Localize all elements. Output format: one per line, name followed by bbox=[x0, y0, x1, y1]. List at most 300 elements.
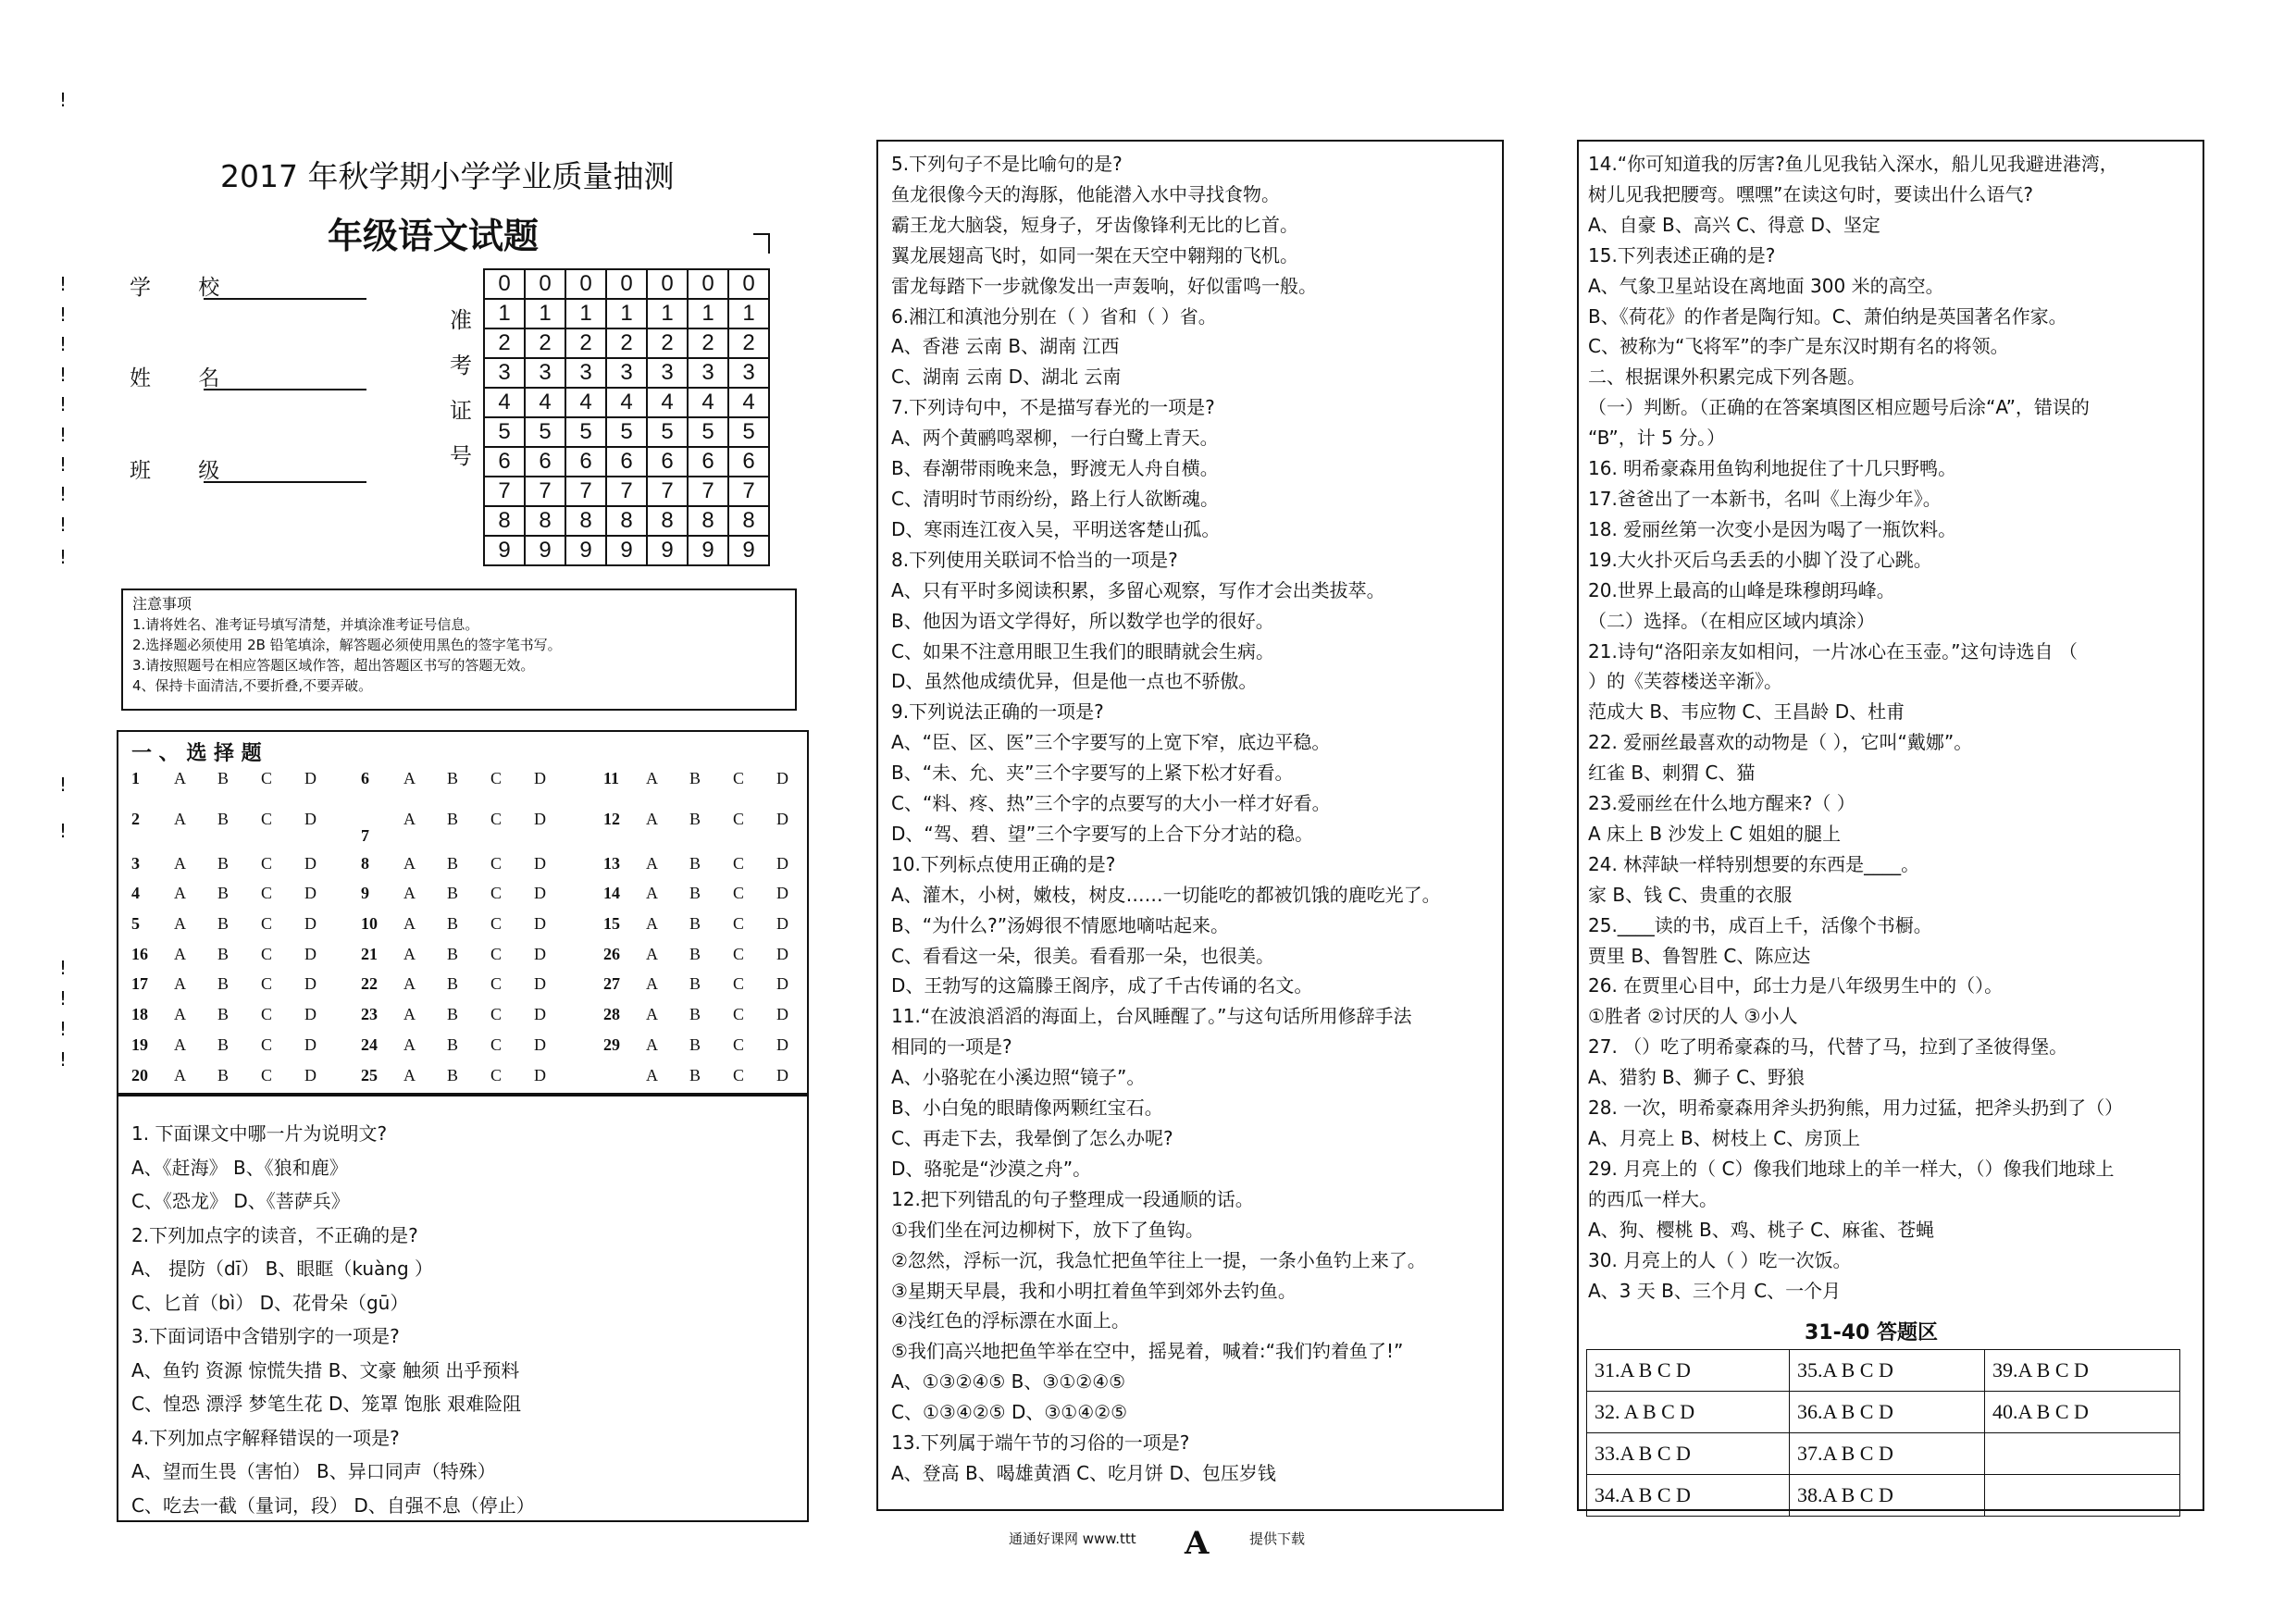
choice-option-b[interactable]: B bbox=[217, 945, 230, 963]
question-line: ①我们坐在河边柳树下，放下了鱼钩。 bbox=[891, 1218, 1204, 1241]
choice-option-c[interactable]: C bbox=[261, 974, 273, 993]
choice-option-d[interactable]: D bbox=[304, 884, 316, 902]
margin-mark: ! bbox=[59, 1048, 68, 1071]
question-line: C、匕首（bì） D、花骨朵（gū） bbox=[131, 1291, 409, 1314]
exam-digit-cell[interactable]: 6 bbox=[647, 447, 688, 477]
exam-digit-cell[interactable]: 9 bbox=[606, 536, 647, 565]
exam-digit-cell[interactable]: 5 bbox=[728, 417, 769, 447]
question-line: 10.下列标点使用正确的是? bbox=[891, 852, 1116, 875]
question-line: B、“未、允、夹”三个字要写的上紧下松才好看。 bbox=[891, 762, 1294, 785]
exam-digit-cell[interactable]: 0 bbox=[728, 269, 769, 299]
choice-question-number: 1 bbox=[131, 769, 140, 787]
choice-option-a[interactable]: A bbox=[403, 769, 416, 787]
choice-question-number: 13 bbox=[603, 854, 620, 873]
choice-question-number: 2 bbox=[131, 810, 140, 828]
choice-option-c[interactable]: C bbox=[490, 854, 503, 873]
exam-digit-cell[interactable]: 3 bbox=[565, 358, 606, 388]
choice-option-c[interactable]: C bbox=[733, 974, 745, 993]
choice-option-c[interactable]: C bbox=[733, 810, 745, 828]
question-line: （二）选择。（在相应区域内填涂） bbox=[1588, 609, 1875, 632]
exam-digit-cell[interactable]: 6 bbox=[606, 447, 647, 477]
choice-option-a[interactable]: A bbox=[174, 914, 186, 933]
question-line: ②忽然，浮标一沉，我急忙把鱼竿往上一提，一条小鱼钓上来了。 bbox=[891, 1248, 1426, 1271]
choice-question-number: 14 bbox=[603, 884, 620, 902]
question-line: 24. 林萍缺一样特别想要的东西是____。 bbox=[1588, 852, 1920, 875]
choice-option-d[interactable]: D bbox=[776, 914, 788, 933]
choice-option-a[interactable]: A bbox=[646, 884, 658, 902]
question-line: 霸王龙大脑袋，短身子，牙齿像锋利无比的匕首。 bbox=[891, 213, 1298, 236]
notice-item: 3.请按照题号在相应答题区域作答，超出答题区书写的答题无效。 bbox=[132, 657, 535, 674]
questions-box-middle bbox=[876, 140, 1504, 1511]
choice-question-number: 17 bbox=[131, 974, 148, 993]
choice-option-a[interactable]: A bbox=[403, 945, 416, 963]
exam-digit-cell[interactable]: 7 bbox=[728, 477, 769, 506]
exam-digit-cell[interactable]: 9 bbox=[728, 536, 769, 565]
questions-column-2 bbox=[891, 149, 1441, 1489]
answer-area-cell[interactable]: 40.A B C D bbox=[1984, 1392, 2179, 1433]
choice-option-b[interactable]: B bbox=[217, 1035, 230, 1054]
exam-digit-cell[interactable]: 7 bbox=[688, 477, 728, 506]
school-field[interactable] bbox=[204, 298, 366, 300]
margin-mark: ! bbox=[59, 957, 68, 979]
exam-digit-cell[interactable]: 0 bbox=[525, 269, 565, 299]
choice-option-b[interactable]: B bbox=[689, 1005, 701, 1023]
answer-area-cell[interactable]: 33.A B C D bbox=[1587, 1433, 1790, 1475]
choice-option-d[interactable]: D bbox=[534, 810, 546, 828]
choice-option-d[interactable]: D bbox=[534, 1035, 546, 1054]
choice-question-number: 28 bbox=[603, 1005, 620, 1023]
question-line: 相同的一项是? bbox=[891, 1035, 1012, 1059]
answer-area-cell[interactable]: 31.A B C D bbox=[1587, 1350, 1790, 1392]
exam-digit-cell[interactable]: 4 bbox=[484, 388, 525, 417]
choice-option-d[interactable]: D bbox=[304, 769, 316, 787]
question-line: B、小白兔的眼睛像两颗红宝石。 bbox=[891, 1096, 1163, 1120]
exam-digit-cell[interactable]: 6 bbox=[565, 447, 606, 477]
exam-number-label: 号 bbox=[450, 443, 472, 469]
exam-digit-cell[interactable]: 3 bbox=[606, 358, 647, 388]
choice-answer-box bbox=[117, 730, 809, 1095]
margin-mark: ! bbox=[59, 483, 68, 505]
exam-digit-cell[interactable]: 5 bbox=[606, 417, 647, 447]
question-line: D、王勃写的这篇滕王阁序，成了千古传诵的名文。 bbox=[891, 974, 1313, 997]
choice-question-number: 24 bbox=[361, 1035, 378, 1054]
question-line: C、《恐龙》 D、《菩萨兵》 bbox=[131, 1190, 350, 1212]
exam-digit-cell[interactable]: 2 bbox=[688, 328, 728, 358]
choice-option-b[interactable]: B bbox=[689, 810, 701, 828]
choice-option-c[interactable]: C bbox=[733, 769, 745, 787]
choice-option-b[interactable]: B bbox=[689, 854, 701, 873]
choice-option-d[interactable]: D bbox=[534, 974, 546, 993]
question-line: B、春潮带雨晚来急，野渡无人舟自横。 bbox=[891, 457, 1219, 480]
choice-option-a[interactable]: A bbox=[174, 810, 186, 828]
exam-digit-cell[interactable]: 8 bbox=[606, 506, 647, 536]
choice-option-c[interactable]: C bbox=[261, 1035, 273, 1054]
question-line: A、“臣、区、医”三个字要写的上宽下窄，底边平稳。 bbox=[891, 731, 1331, 754]
choice-option-d[interactable]: D bbox=[776, 769, 788, 787]
choice-question-number: 26 bbox=[603, 945, 620, 963]
notice-item: 1.请将姓名、准考证号填写清楚，并填涂准考证号信息。 bbox=[132, 616, 479, 633]
exam-digit-cell[interactable]: 1 bbox=[484, 299, 525, 328]
exam-digit-cell[interactable]: 8 bbox=[688, 506, 728, 536]
question-line: C、惶恐 漂浮 梦笔生花 D、笼罩 饱胀 艰难险阻 bbox=[131, 1393, 522, 1415]
exam-digit-cell[interactable]: 0 bbox=[688, 269, 728, 299]
choice-option-a[interactable]: A bbox=[646, 1005, 658, 1023]
choice-option-b[interactable]: B bbox=[217, 854, 230, 873]
question-line: C、看看这一朵，很美。看看那一朵，也很美。 bbox=[891, 944, 1274, 967]
exam-digit-cell[interactable]: 4 bbox=[606, 388, 647, 417]
exam-digit-cell[interactable]: 3 bbox=[688, 358, 728, 388]
margin-mark: ! bbox=[59, 546, 68, 568]
exam-digit-cell[interactable]: 1 bbox=[688, 299, 728, 328]
choice-option-b[interactable]: B bbox=[217, 974, 230, 993]
choice-option-c[interactable]: C bbox=[490, 1066, 503, 1084]
choice-option-a[interactable]: A bbox=[174, 1005, 186, 1023]
exam-digit-cell[interactable]: 8 bbox=[565, 506, 606, 536]
choice-question-number: 12 bbox=[603, 810, 620, 828]
exam-digit-cell[interactable]: 5 bbox=[647, 417, 688, 447]
choice-option-a[interactable]: A bbox=[174, 884, 186, 902]
question-line: 13.下列属于端午节的习俗的一项是? bbox=[891, 1431, 1190, 1455]
margin-mark: ! bbox=[59, 1018, 68, 1040]
exam-subtitle: 年级语文试题 bbox=[328, 216, 540, 256]
answer-area-cell[interactable]: 38.A B C D bbox=[1789, 1475, 1984, 1517]
choice-option-c[interactable]: C bbox=[490, 769, 503, 787]
choice-option-c[interactable]: C bbox=[490, 810, 503, 828]
question-line: C、“料、疼、热”三个字的点要写的大小一样才好看。 bbox=[891, 792, 1331, 815]
choice-option-d[interactable]: D bbox=[776, 1066, 788, 1084]
exam-digit-cell[interactable]: 2 bbox=[565, 328, 606, 358]
exam-number-grid[interactable] bbox=[483, 268, 770, 566]
choice-option-a[interactable]: A bbox=[403, 914, 416, 933]
name-field[interactable] bbox=[204, 389, 366, 390]
exam-title: 2017 年秋学期小学学业质量抽测 bbox=[220, 158, 675, 194]
question-line: A、望而生畏（害怕） B、异口同声（特殊） bbox=[131, 1460, 496, 1482]
exam-digit-cell[interactable]: 4 bbox=[647, 388, 688, 417]
choice-option-b[interactable]: B bbox=[447, 945, 459, 963]
choice-option-a[interactable]: A bbox=[174, 945, 186, 963]
choice-option-a[interactable]: A bbox=[646, 914, 658, 933]
choice-option-a[interactable]: A bbox=[646, 945, 658, 963]
margin-mark: ! bbox=[59, 987, 68, 1010]
exam-digit-cell[interactable]: 9 bbox=[525, 536, 565, 565]
choice-option-a[interactable]: A bbox=[646, 1035, 658, 1054]
exam-digit-cell[interactable]: 8 bbox=[484, 506, 525, 536]
choice-option-b[interactable]: B bbox=[447, 914, 459, 933]
answer-area-cell[interactable]: 35.A B C D bbox=[1789, 1350, 1984, 1392]
question-line: 25.____读的书，成百上千，活像个书橱。 bbox=[1588, 913, 1932, 936]
choice-option-c[interactable]: C bbox=[490, 1005, 503, 1023]
choice-option-b[interactable]: B bbox=[217, 810, 230, 828]
choice-option-b[interactable]: B bbox=[447, 884, 459, 902]
choice-option-a[interactable]: A bbox=[403, 854, 416, 873]
question-line: 17.爸爸出了一本新书，名叫《上海少年》。 bbox=[1588, 487, 1942, 510]
exam-digit-cell[interactable]: 7 bbox=[525, 477, 565, 506]
choice-option-d[interactable]: D bbox=[776, 974, 788, 993]
choice-option-d[interactable]: D bbox=[534, 1066, 546, 1084]
choice-option-d[interactable]: D bbox=[304, 1066, 316, 1084]
question-line: C、再走下去，我晕倒了怎么办呢? bbox=[891, 1127, 1173, 1149]
choice-option-b[interactable]: B bbox=[447, 1066, 459, 1084]
choice-option-b[interactable]: B bbox=[217, 884, 230, 902]
choice-option-b[interactable]: B bbox=[689, 884, 701, 902]
choice-option-c[interactable]: C bbox=[261, 854, 273, 873]
choice-option-d[interactable]: D bbox=[776, 810, 788, 828]
exam-digit-cell[interactable]: 8 bbox=[647, 506, 688, 536]
exam-digit-cell[interactable]: 5 bbox=[525, 417, 565, 447]
exam-digit-cell[interactable]: 6 bbox=[484, 447, 525, 477]
exam-digit-cell[interactable]: 1 bbox=[525, 299, 565, 328]
choice-option-d[interactable]: D bbox=[304, 1005, 316, 1023]
answer-area-cell[interactable] bbox=[1984, 1433, 2179, 1475]
choice-option-d[interactable]: D bbox=[776, 884, 788, 902]
choice-option-b[interactable]: B bbox=[447, 974, 459, 993]
choice-option-b[interactable]: B bbox=[447, 854, 459, 873]
choice-option-a[interactable]: A bbox=[403, 1066, 416, 1084]
choice-option-c[interactable]: C bbox=[261, 945, 273, 963]
choice-option-c[interactable]: C bbox=[733, 914, 745, 933]
choice-option-c[interactable]: C bbox=[261, 1005, 273, 1023]
choice-question-number: 4 bbox=[131, 884, 140, 902]
question-line: 二、根据课外积累完成下列各题。 bbox=[1588, 365, 1866, 389]
choice-question-number: 20 bbox=[131, 1066, 148, 1084]
choice-option-a[interactable]: A bbox=[403, 1005, 416, 1023]
exam-digit-cell[interactable]: 1 bbox=[606, 299, 647, 328]
choice-option-d[interactable]: D bbox=[534, 914, 546, 933]
question-line: A、《赶海》 B、《狼和鹿》 bbox=[131, 1156, 348, 1179]
question-line: A、狗、樱桃 B、鸡、桃子 C、麻雀、苍蝇 bbox=[1588, 1218, 1935, 1241]
exam-digit-cell[interactable]: 0 bbox=[606, 269, 647, 299]
exam-digit-cell[interactable]: 4 bbox=[728, 388, 769, 417]
choice-question-number: 11 bbox=[603, 769, 620, 787]
choice-option-b[interactable]: B bbox=[689, 945, 701, 963]
exam-digit-cell[interactable]: 2 bbox=[525, 328, 565, 358]
choice-option-c[interactable]: C bbox=[733, 854, 745, 873]
choice-option-d[interactable]: D bbox=[304, 1035, 316, 1054]
exam-number-label: 考 bbox=[450, 353, 472, 378]
choice-option-c[interactable]: C bbox=[490, 914, 503, 933]
margin-mark: ! bbox=[59, 304, 68, 326]
choice-option-d[interactable]: D bbox=[776, 854, 788, 873]
question-line: A、气象卫星站设在离地面 300 米的高空。 bbox=[1588, 274, 1944, 297]
choice-option-b[interactable]: B bbox=[689, 974, 701, 993]
answer-area-cell[interactable]: 37.A B C D bbox=[1789, 1433, 1984, 1475]
answer-area-cell[interactable]: 32. A B C D bbox=[1587, 1392, 1790, 1433]
exam-digit-cell[interactable]: 7 bbox=[484, 477, 525, 506]
choice-option-b[interactable]: B bbox=[217, 914, 230, 933]
class-field[interactable] bbox=[204, 481, 366, 483]
question-line: 20.世界上最高的山峰是珠穆朗玛峰。 bbox=[1588, 578, 1895, 601]
choice-option-d[interactable]: D bbox=[304, 854, 316, 873]
choice-option-c[interactable]: C bbox=[490, 945, 503, 963]
choice-option-d[interactable]: D bbox=[534, 769, 546, 787]
choice-option-b[interactable]: B bbox=[447, 810, 459, 828]
exam-digit-cell[interactable]: 3 bbox=[484, 358, 525, 388]
choice-option-a[interactable]: A bbox=[403, 884, 416, 902]
choice-option-c[interactable]: C bbox=[261, 1066, 273, 1084]
notice-box bbox=[121, 588, 797, 711]
choice-option-c[interactable]: C bbox=[490, 884, 503, 902]
choice-option-a[interactable]: A bbox=[646, 1066, 658, 1084]
question-line: ）的《芙蓉楼送辛渐》。 bbox=[1588, 670, 1782, 693]
exam-digit-cell[interactable]: 7 bbox=[606, 477, 647, 506]
question-line: 贾里 B、鲁智胜 C、陈应达 bbox=[1588, 944, 1811, 967]
exam-digit-cell[interactable]: 9 bbox=[484, 536, 525, 565]
school-label: 学 校 bbox=[130, 276, 241, 300]
exam-digit-cell[interactable]: 9 bbox=[688, 536, 728, 565]
choice-option-c[interactable]: C bbox=[261, 810, 273, 828]
answer-area-grid[interactable] bbox=[1586, 1349, 2180, 1517]
answer-area-cell[interactable]: 39.A B C D bbox=[1984, 1350, 2179, 1392]
question-line: 的西瓜一样大。 bbox=[1588, 1187, 1718, 1210]
choice-option-c[interactable]: C bbox=[261, 914, 273, 933]
choice-option-b[interactable]: B bbox=[689, 1035, 701, 1054]
exam-digit-cell[interactable]: 6 bbox=[728, 447, 769, 477]
question-line: 28. 一次，明希豪森用斧头扔狗熊，用力过猛，把斧头扔到了（） bbox=[1588, 1096, 2124, 1120]
choice-option-b[interactable]: B bbox=[689, 914, 701, 933]
choice-option-b[interactable]: B bbox=[447, 1035, 459, 1054]
choice-option-d[interactable]: D bbox=[534, 854, 546, 873]
choice-option-a[interactable]: A bbox=[174, 1066, 186, 1084]
choice-option-d[interactable]: D bbox=[304, 974, 316, 993]
question-line: 16. 明希豪森用鱼钩利地捉住了十几只野鸭。 bbox=[1588, 457, 1957, 480]
exam-digit-cell[interactable]: 4 bbox=[525, 388, 565, 417]
exam-digit-cell[interactable]: 2 bbox=[647, 328, 688, 358]
exam-digit-cell[interactable]: 1 bbox=[647, 299, 688, 328]
choice-option-d[interactable]: D bbox=[534, 884, 546, 902]
question-line: 26. 在贾里心目中，邱士力是八年级男生中的（）。 bbox=[1588, 974, 2004, 997]
choice-option-b[interactable]: B bbox=[217, 1066, 230, 1084]
choice-option-c[interactable]: C bbox=[733, 1035, 745, 1054]
question-line: A、月亮上 B、树枝上 C、房顶上 bbox=[1588, 1127, 1861, 1149]
choice-option-b[interactable]: B bbox=[217, 769, 230, 787]
question-line: D、“驾、碧、望”三个字要写的上合下分才站的稳。 bbox=[891, 822, 1314, 845]
question-line: 11.“在波浪滔滔的海面上，台风睡醒了。”与这句话所用修辞手法 bbox=[891, 1005, 1412, 1028]
choice-option-d[interactable]: D bbox=[776, 945, 788, 963]
answer-area-cell[interactable] bbox=[1984, 1475, 2179, 1517]
choice-option-d[interactable]: D bbox=[776, 1035, 788, 1054]
question-line: A 床上 B 沙发上 C 姐姐的腿上 bbox=[1588, 822, 1842, 845]
choice-option-d[interactable]: D bbox=[304, 810, 316, 828]
choice-question-number: 22 bbox=[361, 974, 378, 993]
choice-option-c[interactable]: C bbox=[490, 1035, 503, 1054]
choice-option-a[interactable]: A bbox=[174, 769, 186, 787]
question-line: 树儿见我把腰弯。嘿嘿”在读这句时，要读出什么语气? bbox=[1588, 182, 2033, 205]
choice-option-b[interactable]: B bbox=[447, 769, 459, 787]
choice-option-d[interactable]: D bbox=[304, 945, 316, 963]
exam-digit-cell[interactable]: 9 bbox=[647, 536, 688, 565]
choice-option-a[interactable]: A bbox=[403, 974, 416, 993]
exam-digit-cell[interactable]: 4 bbox=[688, 388, 728, 417]
margin-mark: ! bbox=[59, 514, 68, 536]
choice-question-number: 7 bbox=[361, 826, 369, 845]
choice-option-a[interactable]: A bbox=[646, 854, 658, 873]
question-line: 30. 月亮上的人（ ）吃一次饭。 bbox=[1588, 1248, 1852, 1271]
choice-option-b[interactable]: B bbox=[689, 769, 701, 787]
answer-area-cell[interactable]: 36.A B C D bbox=[1789, 1392, 1984, 1433]
exam-digit-cell[interactable]: 6 bbox=[525, 447, 565, 477]
exam-digit-cell[interactable]: 8 bbox=[525, 506, 565, 536]
choice-option-c[interactable]: C bbox=[261, 884, 273, 902]
question-line: 5.下列句子不是比喻句的是? bbox=[891, 153, 1123, 175]
choice-option-b[interactable]: B bbox=[447, 1005, 459, 1023]
question-line: 15.下列表述正确的是? bbox=[1588, 243, 1776, 266]
choice-option-d[interactable]: D bbox=[776, 1005, 788, 1023]
margin-mark: ! bbox=[59, 393, 68, 415]
choice-option-a[interactable]: A bbox=[646, 974, 658, 993]
question-line: A、登高 B、喝雄黄酒 C、吃月饼 D、包压岁钱 bbox=[891, 1461, 1276, 1484]
choice-question-number: 5 bbox=[131, 914, 140, 933]
choice-option-a[interactable]: A bbox=[646, 769, 658, 787]
answer-area-cell[interactable]: 34.A B C D bbox=[1587, 1475, 1790, 1517]
choice-option-c[interactable]: C bbox=[733, 1066, 745, 1084]
exam-digit-cell[interactable]: 7 bbox=[565, 477, 606, 506]
exam-number-label: 准 bbox=[450, 307, 472, 333]
exam-number-label-col bbox=[450, 298, 472, 479]
choice-question-number: 10 bbox=[361, 914, 378, 933]
choice-question-number: 16 bbox=[131, 945, 148, 963]
choice-option-a[interactable]: A bbox=[174, 854, 186, 873]
exam-digit-cell[interactable]: 5 bbox=[484, 417, 525, 447]
exam-digit-cell[interactable]: 7 bbox=[647, 477, 688, 506]
exam-digit-cell[interactable]: 9 bbox=[565, 536, 606, 565]
footer-site: 通通好课网 www.ttt bbox=[1009, 1530, 1136, 1547]
exam-digit-cell[interactable]: 3 bbox=[647, 358, 688, 388]
choice-option-c[interactable]: C bbox=[733, 1005, 745, 1023]
exam-digit-cell[interactable]: 2 bbox=[728, 328, 769, 358]
choice-option-c[interactable]: C bbox=[490, 974, 503, 993]
choice-option-b[interactable]: B bbox=[689, 1066, 701, 1084]
choice-option-a[interactable]: A bbox=[174, 1035, 186, 1054]
choice-option-c[interactable]: C bbox=[733, 884, 745, 902]
choice-option-a[interactable]: A bbox=[403, 810, 416, 828]
exam-digit-cell[interactable]: 5 bbox=[565, 417, 606, 447]
choice-option-a[interactable]: A bbox=[403, 1035, 416, 1054]
margin-mark: ! bbox=[59, 273, 68, 295]
question-line: 1. 下面课文中哪一片为说明文? bbox=[131, 1122, 388, 1145]
notice-title: 注意事项 bbox=[132, 595, 192, 613]
exam-digit-cell[interactable]: 1 bbox=[565, 299, 606, 328]
exam-digit-cell[interactable]: 2 bbox=[606, 328, 647, 358]
exam-digit-cell[interactable]: 4 bbox=[565, 388, 606, 417]
choice-question-number: 23 bbox=[361, 1005, 378, 1023]
exam-digit-cell[interactable]: 3 bbox=[525, 358, 565, 388]
question-line: 红雀 B、刺猬 C、猫 bbox=[1588, 762, 1756, 785]
choice-option-d[interactable]: D bbox=[534, 1005, 546, 1023]
exam-digit-cell[interactable]: 0 bbox=[565, 269, 606, 299]
choice-option-a[interactable]: A bbox=[646, 810, 658, 828]
question-line: 12.把下列错乱的句子整理成一段通顺的话。 bbox=[891, 1187, 1254, 1210]
choice-option-d[interactable]: D bbox=[304, 914, 316, 933]
choice-option-c[interactable]: C bbox=[261, 769, 273, 787]
class-label: 班 级 bbox=[130, 459, 241, 483]
exam-digit-cell[interactable]: 0 bbox=[647, 269, 688, 299]
exam-digit-cell[interactable]: 1 bbox=[728, 299, 769, 328]
choice-question-number: 6 bbox=[361, 769, 369, 787]
question-line: 7.下列诗句中，不是描写春光的一项是? bbox=[891, 396, 1215, 419]
exam-digit-cell[interactable]: 3 bbox=[728, 358, 769, 388]
exam-digit-cell[interactable]: 2 bbox=[484, 328, 525, 358]
choice-option-d[interactable]: D bbox=[534, 945, 546, 963]
choice-option-a[interactable]: A bbox=[174, 974, 186, 993]
exam-digit-cell[interactable]: 5 bbox=[688, 417, 728, 447]
choice-option-b[interactable]: B bbox=[217, 1005, 230, 1023]
choice-option-c[interactable]: C bbox=[733, 945, 745, 963]
exam-digit-cell[interactable]: 6 bbox=[688, 447, 728, 477]
exam-digit-cell[interactable]: 8 bbox=[728, 506, 769, 536]
question-line: A、①③②④⑤ B、③①②④⑤ bbox=[891, 1370, 1126, 1394]
exam-digit-cell[interactable]: 0 bbox=[484, 269, 525, 299]
choice-question-number: 9 bbox=[361, 884, 369, 902]
